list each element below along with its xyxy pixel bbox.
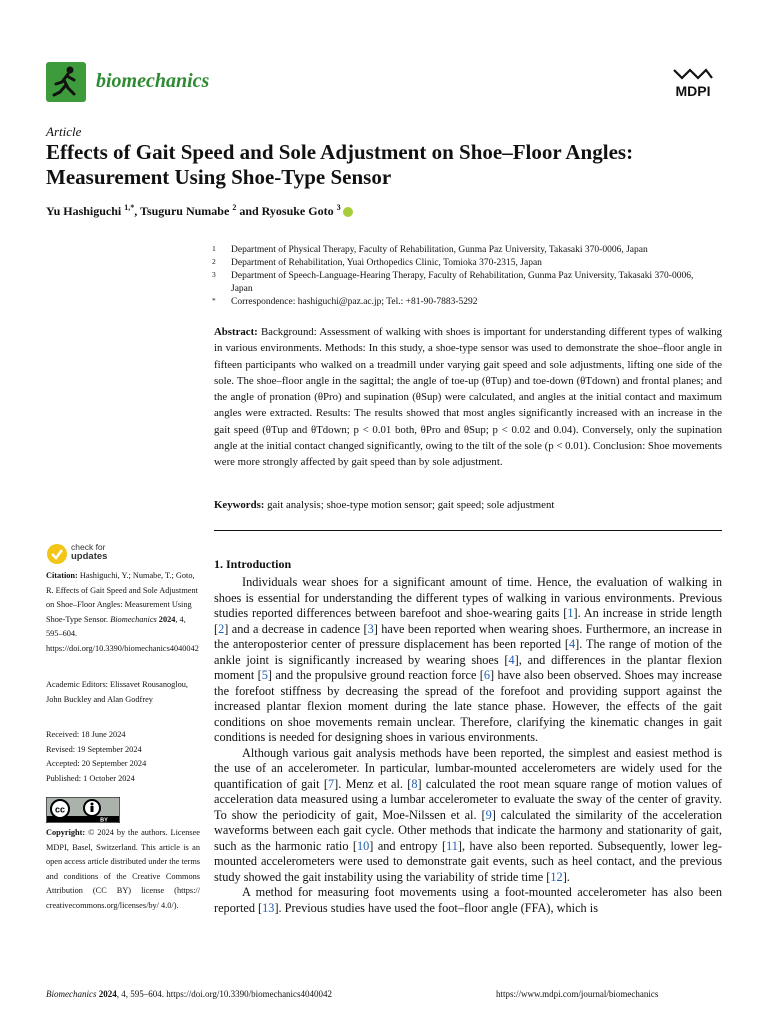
- footer-journal: Biomechanics: [46, 989, 97, 999]
- mdpi-logo-icon[interactable]: [666, 68, 720, 104]
- check-for-updates-badge[interactable]: [46, 543, 156, 567]
- article-type-label: Article: [46, 124, 82, 139]
- citation-doi[interactable]: 595–604. https://doi.org/10.3390/biomechanics4040042: [46, 629, 199, 653]
- author-list: [46, 203, 353, 219]
- date-revised: Revised: 19 September 2024: [46, 744, 142, 754]
- check-updates-line1: check for: [71, 542, 106, 552]
- section-heading: 1. Introduction: [214, 557, 292, 571]
- by-label: BY: [100, 817, 108, 823]
- author-name[interactable]: and Ryosuke Goto: [236, 204, 334, 218]
- keywords: [214, 498, 722, 512]
- academic-editors: Academic Editors: Elissavet Rousanoglou, John Buckley and Alan Godfrey: [46, 680, 188, 704]
- journal-logo-icon: [46, 62, 86, 102]
- check-updates-line2: updates: [71, 551, 108, 562]
- date-published: Published: 1 October 2024: [46, 773, 135, 783]
- abstract-text: Background: Assessment of walking with shoes is important for understanding different types of walking in various environments. Methods: In this study, a shoe-type sensor was used to demonstrate the shoe–floor angle in fifteen participants who walked on a treadmill under varying gait speed and sole adjustments, lifting one side of the sole. The shoe–floor angle in the sagittal; the angle of toe-up (θTup) and toe-down (θTdown) and frontal planes; and the angle of pronation (θPro) and supination (θSup) were calculated, and angles at the initial contact and maximum angles were extracted. Results: The results showed that most angles significantly increased with an increase in the gait speed (θTup and θTdown; p < 0.01 both, θPro and θSup; p < 0.02 and 0.04). Conversely, only the supination angle at the initial contact changed significantly, owing to the tilt of the sole (p < 0.01). Conclusion: Shoe movements were more strongly affected by gait speed than by sole adjustment.: [214, 326, 722, 469]
- copyright-text: © 2024 by the authors. Licensee MDPI, Basel, Switzerland. This article is an open access article distributed under the terms and conditions of the Creative Commons Attribution (CC BY) license (https:// creativecommons.org/licenses/by/ 4.0/).: [46, 828, 200, 910]
- author-name[interactable]: Yu Hashiguchi: [46, 204, 122, 218]
- journal-name[interactable]: biomechanics: [96, 70, 210, 92]
- citation-journal: Biomechanics: [110, 614, 157, 624]
- affiliation-text: Department of Speech-Language-Hearing Therapy, Faculty of Rehabilitation, Gunma Paz University, Takasaki 370-0006, Japan: [231, 271, 694, 294]
- section-divider: [214, 530, 722, 531]
- body-paragraph: A method for measuring foot movements using a foot-mounted accelerometer has also been reported [13]. Previous studies have used the foot–floor angle (FFA), which is: [214, 885, 722, 915]
- paper-title: Effects of Gait Speed and Sole Adjustment on Shoe–Floor Angles: Measurement Using Shoe-Type Sensor: [46, 140, 634, 189]
- abstract: [214, 324, 722, 471]
- introduction-body: [214, 575, 722, 916]
- copyright-label: Copyright:: [46, 828, 86, 837]
- keywords-text: gait analysis; shoe-type motion sensor; gait speed; sole adjustment: [264, 499, 555, 511]
- author-affiliation-marker: 1,*: [124, 203, 135, 212]
- cc-label: cc: [54, 804, 66, 815]
- check-updates-icon: [46, 543, 68, 565]
- author-affiliation-marker: 2: [232, 203, 237, 212]
- footer-year: 2024: [96, 989, 117, 999]
- affiliation-number: *: [212, 296, 216, 305]
- abstract-label: Abstract:: [214, 326, 258, 338]
- citation-text: Hashiguchi, Y.; Numabe, T.; Goto, R. Effects of Gait Speed and Sole Adjustment on Shoe–Floor Angles: Measurement Using Shoe-Type Sensor.: [46, 571, 198, 624]
- date-accepted: Accepted: 20 September 2024: [46, 759, 147, 768]
- author-affiliation-marker: 3: [336, 203, 341, 212]
- citation-volume: , 4,: [175, 614, 186, 624]
- affiliation-text: Department of Rehabilitation, Yuai Orthopedics Clinic, Tomioka 370-2315, Japan: [231, 258, 542, 268]
- citation-block: [46, 569, 200, 656]
- citation-label: Citation:: [46, 571, 78, 580]
- author-name[interactable]: , Tsuguru Numabe: [134, 204, 230, 218]
- affiliation-number: 1: [212, 244, 216, 253]
- orcid-icon[interactable]: [343, 207, 353, 217]
- affiliation-number: 3: [212, 270, 216, 279]
- citation-year: 2024: [156, 614, 176, 624]
- correspondence-text[interactable]: Correspondence: hashiguchi@paz.ac.jp; Tel.: +81-90-7883-5292: [231, 297, 478, 307]
- body-paragraph: Individuals wear shoes for a significant amount of time. Hence, the evaluation of walking in shoes is essential for understanding the different types of walking in various environments. Previous studies reported differences between barefoot and shoe-wearing gaits [1]. An increase in stride length [2] and a decrease in cadence [3] have been reported when wearing shoes. Furthermore, an increase in the anteroposterior center of pressure displacement has been reported [4]. The range of motion of the ankle joint is significantly increased by wearing shoes [4], and differences in the plantar flexion moment [5] and the propulsive ground reaction force [6] have also been observed. Shoes may increase the forefoot stiffness by decreasing the spread of the forefoot and providing support against the increased plantar flexion moment during the late stance phase. However, the effects of the gait conditions on shoe movements remain unclear. Therefore, clarifying the kinematic changes in gait conditions is needed for designing shoes in various environments.: [214, 575, 723, 744]
- body-paragraph: Although various gait analysis methods have been reported, the simplest and easiest method is the use of an accelerometer. In particular, lumbar-mounted accelerometers are widely used for the quantification of gait [7]. Menz et al. [8] calculated the root mean square range of motion values of acceleration data measured using a lumbar accelerometer to evaluate the sway of the center of gravity. To show the periodicity of gait, Moe-Nilssen et al. [9] calculated the similarity of the acceleration waveforms between each gait cycle. Other methods that indicate the harmony and stationarity of gait, such as the harmonic ratio [10] and entropy [11], have also been reported. Subsequently, lower leg-mounted accelerometers were used to demonstrate gait events, such as heel contact, and the previous study showed the gait instability using the variability of stride time [12].: [214, 745, 722, 884]
- mdpi-logo-text: MDPI: [675, 83, 711, 99]
- copyright-block: [46, 826, 200, 913]
- affiliation-number: 2: [212, 257, 216, 266]
- cc-by-license-icon[interactable]: [46, 797, 120, 823]
- publication-dates: [46, 728, 200, 786]
- affiliation-text: Department of Physical Therapy, Faculty of Rehabilitation, Gunma Paz University, Takasaki 370-0006, Japan: [231, 245, 648, 255]
- date-received: Received: 18 June 2024: [46, 730, 126, 739]
- footer-journal-url[interactable]: https://www.mdpi.com/journal/biomechanics: [496, 989, 659, 999]
- keywords-label: Keywords:: [214, 499, 265, 511]
- footer-doi[interactable]: , 4, 595–604. https://doi.org/10.3390/biomechanics4040042: [116, 989, 333, 999]
- footer-citation: [46, 989, 332, 999]
